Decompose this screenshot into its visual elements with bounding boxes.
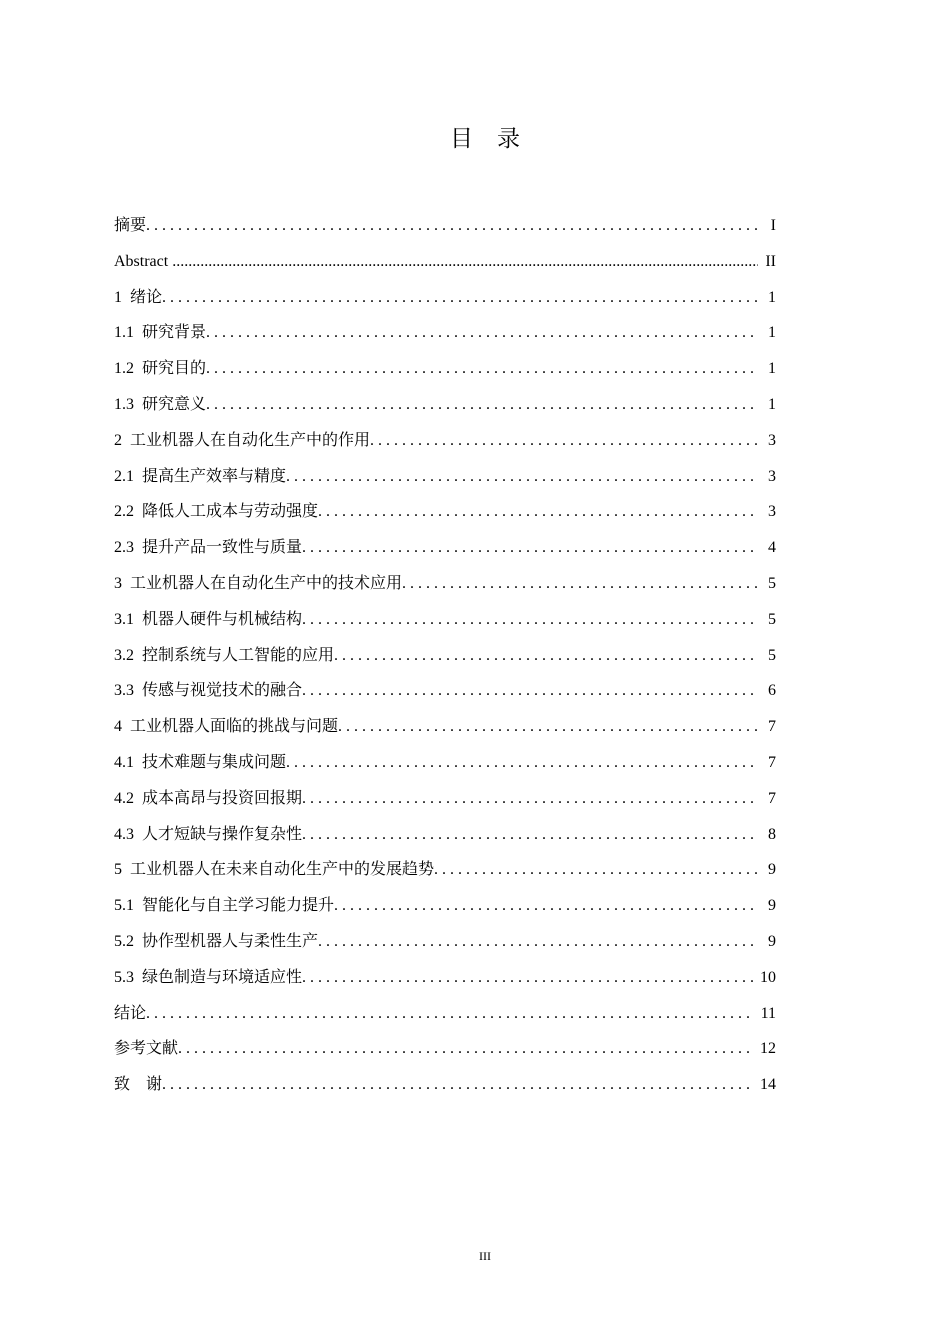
dot-leader [178, 1031, 754, 1067]
dot-leader [206, 387, 758, 423]
toc-entry-page: 7 [768, 718, 776, 736]
toc-entry-page: 5 [768, 646, 776, 664]
toc-entry-number: 1.2 [114, 360, 134, 378]
toc-entry-title: 研究目的 [142, 360, 207, 378]
dot-leader [318, 924, 758, 960]
toc-entry-title: 工业机器人在未来自动化生产中的发展趋势 [130, 861, 435, 879]
dot-leader [146, 996, 755, 1032]
toc-entry-number: 5.2 [114, 932, 134, 950]
toc-entry-title: 工业机器人在自动化生产中的技术应用 [130, 574, 403, 592]
toc-entry-title: 传感与视觉技术的融合 [142, 682, 303, 700]
dot-leader [162, 1067, 754, 1103]
toc-entry-number: 3.1 [114, 610, 134, 628]
toc-entry-title: 提高生产效率与精度 [142, 467, 287, 485]
toc-entry[interactable] [114, 924, 776, 960]
toc-entry-title: 参考文献 [114, 1040, 179, 1058]
toc-entry-page: 1 [768, 395, 776, 413]
toc-entry[interactable] [114, 1067, 776, 1103]
toc-entry[interactable] [114, 351, 776, 387]
toc-entry-number: 5.3 [114, 968, 134, 986]
toc-entry-page: 7 [768, 753, 776, 771]
toc-entry[interactable] [114, 315, 776, 351]
toc-entry-title: 结论 [114, 1004, 147, 1022]
toc-entry-page: 9 [768, 932, 776, 950]
toc-entry-title: 摘要 [114, 217, 147, 234]
toc-entry-page: 6 [768, 682, 776, 700]
dot-leader [162, 280, 758, 316]
page-number: III [479, 1249, 491, 1263]
toc-entry[interactable] [114, 745, 776, 781]
toc-entry-number: 4.2 [114, 789, 134, 807]
toc-entry[interactable] [114, 387, 776, 423]
toc-entry[interactable] [114, 208, 776, 244]
toc-entry-page: II [765, 252, 776, 270]
toc-entry-number: 1.3 [114, 395, 134, 413]
toc-entry-title: 绿色制造与环境适应性 [142, 968, 303, 986]
toc-entry-number: 5.1 [114, 897, 134, 915]
toc-entry[interactable] [114, 673, 776, 709]
dot-leader [302, 673, 758, 709]
toc-entry-title: 工业机器人面临的挑战与问题 [130, 718, 339, 736]
toc-entry-title: 机器人硬件与机械结构 [142, 610, 303, 628]
dot-leader [334, 638, 758, 674]
toc-entry[interactable] [114, 1031, 776, 1067]
toc-entry[interactable] [114, 566, 776, 602]
toc-entry-number: 1 [114, 288, 122, 306]
toc-entry[interactable] [114, 996, 776, 1032]
toc-entry-title: 技术难题与集成问题 [142, 753, 287, 771]
dot-leader [302, 960, 754, 996]
toc-entry[interactable] [114, 280, 776, 316]
dot-leader [172, 244, 758, 280]
dot-leader [370, 423, 758, 459]
toc-entry-number: 3.3 [114, 682, 134, 700]
toc-entry[interactable] [114, 423, 776, 459]
dot-leader [302, 817, 758, 853]
toc-entry-page: 14 [760, 1076, 776, 1094]
dot-leader [286, 459, 758, 495]
toc-entry-page: 5 [768, 574, 776, 592]
dot-leader [434, 852, 758, 888]
toc-entry-page: 9 [768, 861, 776, 879]
toc-entry-title: 降低人工成本与劳动强度 [142, 503, 319, 521]
toc-entry-number: 5 [114, 861, 122, 879]
table-of-contents [114, 208, 776, 1103]
toc-entry[interactable] [114, 781, 776, 817]
toc-entry-page: 10 [760, 968, 776, 986]
dot-leader [206, 315, 758, 351]
toc-entry-title: 致 谢 [114, 1076, 163, 1094]
toc-entry-page: 11 [760, 1004, 776, 1022]
toc-entry-number: 4.3 [114, 825, 134, 843]
toc-entry-number: 4 [114, 718, 122, 736]
toc-entry-title: 工业机器人在自动化生产中的作用 [130, 431, 371, 449]
dot-leader [334, 888, 758, 924]
page-title [0, 120, 950, 153]
toc-entry[interactable] [114, 602, 776, 638]
dot-leader [318, 494, 758, 530]
toc-entry-page: 3 [768, 467, 776, 485]
toc-entry-page: 3 [768, 503, 776, 521]
toc-entry-page: I [770, 217, 776, 234]
toc-entry-page: 7 [768, 789, 776, 807]
toc-entry[interactable] [114, 244, 776, 280]
dot-leader [302, 781, 758, 817]
toc-entry-title: 智能化与自主学习能力提升 [142, 897, 335, 915]
toc-entry-page: 5 [768, 610, 776, 628]
toc-entry-number: 1.1 [114, 324, 134, 342]
dot-leader [338, 709, 758, 745]
toc-entry-page: 4 [768, 539, 776, 557]
toc-entry-page: 9 [768, 897, 776, 915]
toc-entry-page: 1 [768, 360, 776, 378]
toc-entry-title: 绪论 [130, 288, 163, 306]
dot-leader [302, 530, 758, 566]
toc-entry-title: 协作型机器人与柔性生产 [142, 932, 319, 950]
toc-entry[interactable] [114, 494, 776, 530]
toc-entry-number: 3 [114, 574, 122, 592]
toc-entry-number: 2 [114, 431, 122, 449]
toc-entry-number: 4.1 [114, 753, 134, 771]
toc-entry-number: 2.3 [114, 539, 134, 557]
toc-entry-title: 提升产品一致性与质量 [142, 539, 303, 557]
toc-entry-title: 控制系统与人工智能的应用 [142, 646, 335, 664]
toc-entry-title: Abstract [114, 252, 169, 270]
toc-entry-title: 研究背景 [142, 324, 207, 342]
toc-entry-number: 2.2 [114, 503, 134, 521]
toc-entry-page: 1 [768, 324, 776, 342]
toc-entry-page: 12 [760, 1040, 776, 1058]
title-char-1: 目 [450, 126, 473, 152]
toc-entry[interactable] [114, 960, 776, 996]
dot-leader [402, 566, 758, 602]
dot-leader [302, 602, 758, 638]
toc-entry-page: 1 [768, 288, 776, 306]
toc-entry[interactable] [114, 530, 776, 566]
dot-leader [206, 351, 758, 387]
toc-entry-title: 研究意义 [142, 395, 207, 413]
toc-entry-title: 人才短缺与操作复杂性 [142, 825, 303, 843]
toc-entry-number: 3.2 [114, 646, 134, 664]
toc-entry-title: 成本高昂与投资回报期 [142, 789, 303, 807]
toc-entry[interactable] [114, 852, 776, 888]
toc-entry[interactable] [114, 817, 776, 853]
toc-entry[interactable] [114, 709, 776, 745]
toc-entry-number: 2.1 [114, 467, 134, 485]
dot-leader [286, 745, 758, 781]
toc-entry-page: 3 [768, 431, 776, 449]
toc-entry[interactable] [114, 638, 776, 674]
toc-entry-page: 8 [768, 825, 776, 843]
title-char-2: 录 [497, 126, 520, 152]
dot-leader [146, 208, 758, 244]
toc-entry[interactable] [114, 888, 776, 924]
toc-entry[interactable] [114, 459, 776, 495]
